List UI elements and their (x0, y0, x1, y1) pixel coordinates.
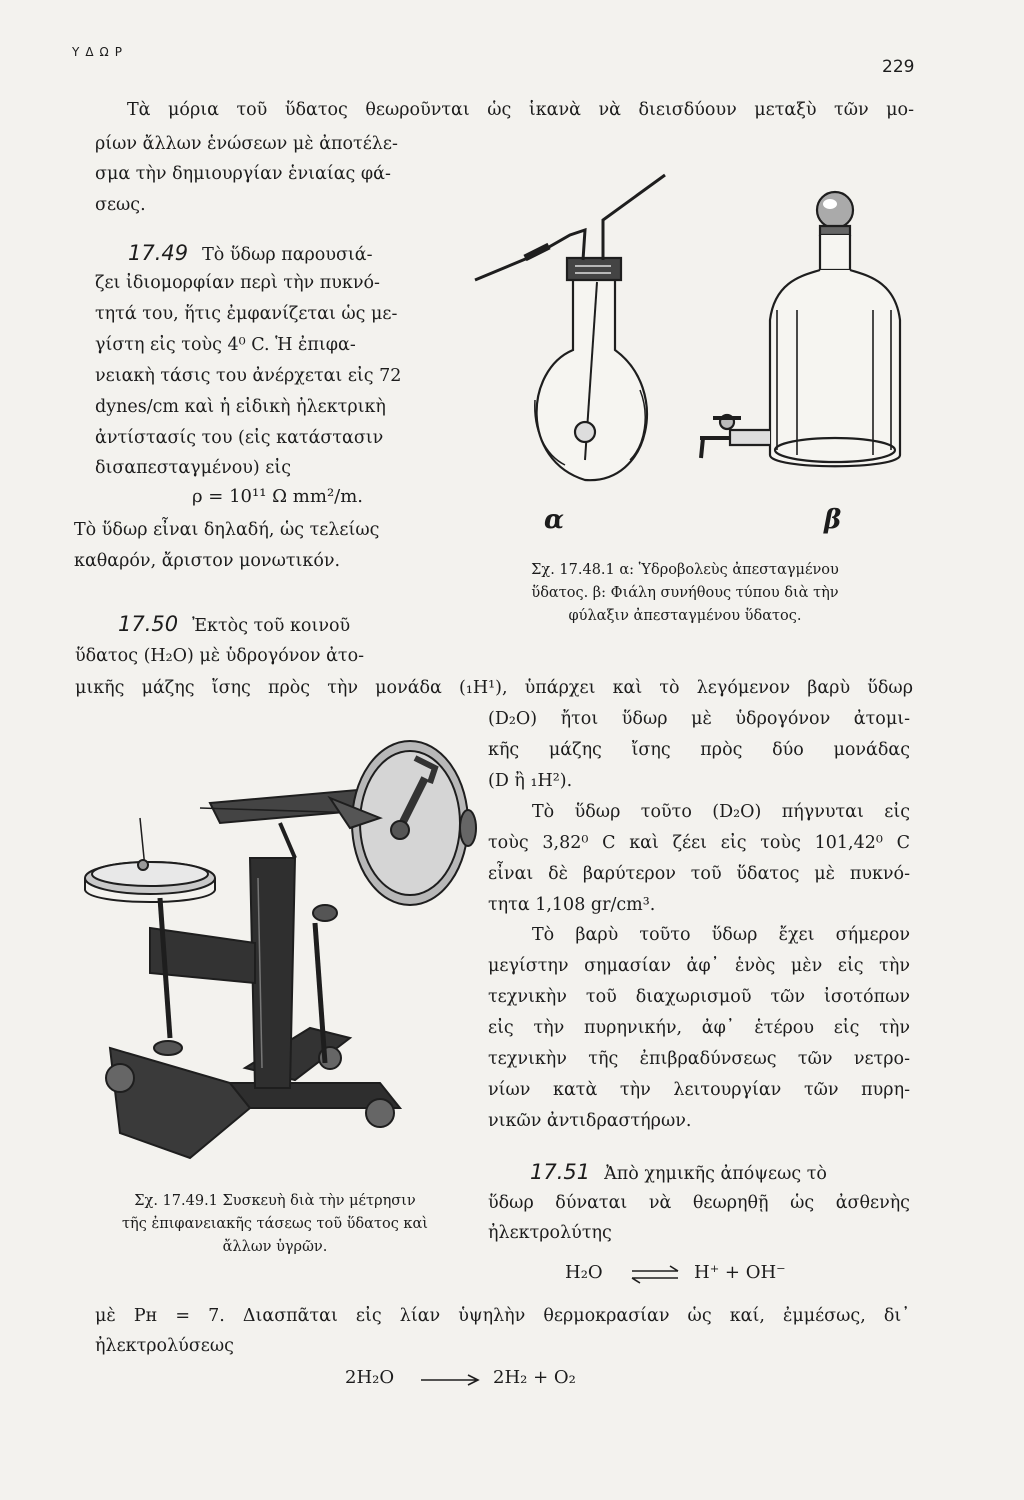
section-number-17-50: 17.50 (118, 612, 179, 636)
caption-17-48-line-3: φύλαξιν ἀπεσταγμένου ὕδατος. (568, 608, 802, 624)
sec-1750-p3-line-2: μεγίστην σημασίαν ἀφ᾿ ἑνὸς μὲν εἰς τὴν (488, 956, 910, 976)
figure-label-b: β (824, 505, 842, 535)
sec-1750-p3-line-5: τεχνικὴν τῆς ἐπιβραδύνσεως τῶν νετρο- (488, 1049, 910, 1069)
reaction-arrow-icon (418, 1372, 482, 1388)
sec-1750-line-2: ὕδατος (H₂O) μὲ ὑδρογόνον ἀτο- (75, 646, 365, 666)
sec-1750-line-4: (D₂O) ἤτοι ὕδωρ μὲ ὑδρογόνον ἀτομι- (488, 709, 910, 729)
sec-1749-line-2: ζει ἰδιομορφίαν περὶ τὴν πυκνό- (95, 273, 380, 293)
sec-1749-line-4: γίστη εἰς τοὺς 4⁰ C. Ἡ ἐπιφα- (95, 335, 356, 355)
intro-line-4: σεως. (95, 195, 146, 215)
sec-1750-line-5: κῆς μάζης ἴσης πρὸς δύο μονάδας (488, 740, 910, 760)
sec-1750-p3-line-3: τεχνικὴν τοῦ διαχωρισμοῦ τῶν ἰσοτόπων (488, 987, 910, 1007)
figure-label-a: α (544, 505, 565, 535)
equation-1-left: H₂O (565, 1262, 603, 1283)
equation-2-left: 2H₂O (345, 1367, 395, 1388)
figure-surface-tension-apparatus (80, 728, 480, 1168)
sec-1750-p3-line-1: Τὸ βαρὺ τοῦτο ὕδωρ ἔχει σήμερον (532, 925, 910, 945)
sec-1751-line-3: ἠλεκτρολύτης (488, 1223, 612, 1243)
sec-1749-line-10: καθαρόν, ἄριστον μονωτικόν. (74, 551, 341, 571)
sec-1751-line-5: ἠλεκτρολύσεως (95, 1336, 234, 1356)
section-17-49-first-line: 17.49 Τὸ ὕδωρ παρουσιά- (128, 241, 373, 265)
section-number-17-51: 17.51 (530, 1160, 591, 1184)
intro-line-1: Τὰ μόρια τοῦ ὕδατος θεωροῦνται ὡς ἱκανὰ νὰ διεισδύουν μεταξὺ τῶν μο- (127, 100, 914, 120)
sec-1749-line-3: τητά του, ἥτις ἐμφανίζεται ὡς με- (95, 304, 398, 324)
caption-17-49-line-3: ἄλλων ὑγρῶν. (222, 1239, 328, 1255)
sec-1749-line-5: νειακὴ τάσις του ἀνέρχεται εἰς 72 (95, 366, 402, 386)
sec-1749-line-6: dynes/cm καὶ ἡ εἰδικὴ ἠλεκτρικὴ (95, 397, 386, 417)
section-17-51-first-line: 17.51 Ἀπὸ χημικῆς ἀπόψεως τὸ (530, 1160, 827, 1184)
caption-17-49-line-1: Σχ. 17.49.1 Συσκευὴ διὰ τὴν μέτρησιν (134, 1193, 416, 1209)
sec-1749-line-9: Τὸ ὕδωρ εἶναι δηλαδή, ὡς τελείως (74, 520, 380, 540)
sec-1751-line-4: μὲ Pн = 7. Διασπᾶται εἰς λίαν ὑψηλὴν θερμοκρασίαν ὡς καί, ἐμμέσως, δι᾿ (95, 1306, 910, 1326)
page-number: 229 (882, 57, 915, 77)
equation-2-right: 2H₂ + O₂ (493, 1367, 576, 1388)
equilibrium-arrows-icon (628, 1262, 682, 1286)
running-title: ΥΔΩΡ (72, 45, 128, 59)
caption-17-49-line-2: τῆς ἐπιφανειακῆς τάσεως τοῦ ὕδατος καὶ (122, 1216, 428, 1232)
caption-17-48-line-2: ὕδατος. β: Φιάλη συνήθους τύπου διὰ τὴν (531, 585, 839, 601)
resistivity-formula: ρ = 10¹¹ Ω mm²/m. (192, 486, 364, 507)
sec-1750-p2-line-1: Τὸ ὕδωρ τοῦτο (D₂O) πήγνυται εἰς (532, 802, 910, 822)
sec-1750-p2-line-4: τητα 1,108 gr/cm³. (488, 895, 656, 915)
sec-1749-line-8: δισαπεσταγμένου) εἰς (95, 458, 292, 478)
sec-1750-p2-line-2: τοὺς 3,82⁰ C καὶ ζέει εἰς τοὺς 101,42⁰ C (488, 833, 910, 853)
sec-1750-line-6: (D ἢ ₁H²). (488, 771, 573, 791)
sec-1750-p3-line-7: νικῶν ἀντιδραστήρων. (488, 1111, 692, 1131)
caption-17-48-line-1: Σχ. 17.48.1 α: Ὑδροβολεὺς ἀπεσταγμένου (531, 562, 839, 578)
section-number-17-49: 17.49 (128, 241, 189, 265)
section-17-50-first-line: 17.50 Ἐκτὸς τοῦ κοινοῦ (118, 612, 351, 636)
sec-1750-p2-line-3: εἶναι δὲ βαρύτερον τοῦ ὕδατος μὲ πυκνό- (488, 864, 910, 884)
sec-1750-line-3: μικῆς μάζης ἴσης πρὸς τὴν μονάδα (₁H¹), ὑπάρχει καὶ τὸ λεγόμενον βαρὺ ὕδωρ (75, 678, 913, 698)
sec-1749-line-7: ἀντίστασίς του (εἰς κατάστασιν (95, 428, 384, 448)
figure-wash-bottle-and-storage-bottle (465, 160, 905, 510)
sec-1751-line-2: ὕδωρ δύναται νὰ θεωρηθῇ ὡς ἀσθενὴς (488, 1193, 910, 1213)
intro-line-2: ρίων ἄλλων ἑνώσεων μὲ ἀποτέλε- (95, 134, 398, 154)
sec-1750-p3-line-6: νίων κατὰ τὴν λειτουργίαν τῶν πυρη- (488, 1080, 910, 1100)
intro-line-3: σμα τὴν δημιουργίαν ἑνιαίας φά- (95, 164, 391, 184)
sec-1750-p3-line-4: εἰς τὴν πυρηνικήν, ἀφ᾿ ἑτέρου εἰς τὴν (488, 1018, 910, 1038)
equation-1-right: H⁺ + OH⁻ (694, 1262, 786, 1283)
